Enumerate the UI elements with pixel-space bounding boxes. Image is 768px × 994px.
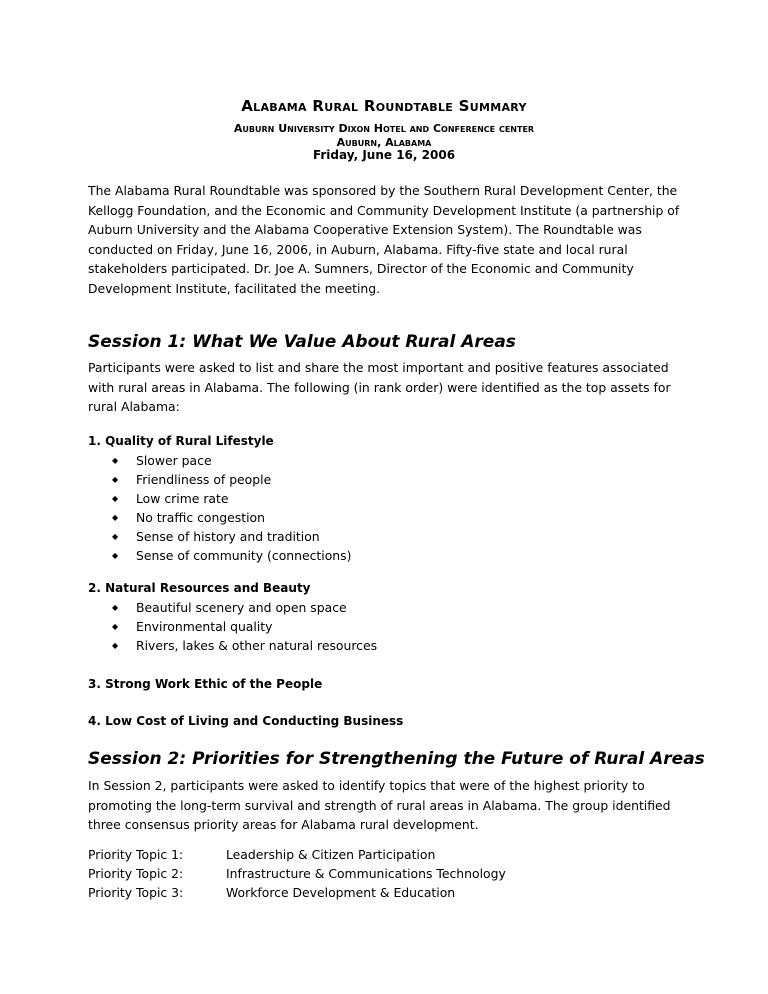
priority-row [88,883,506,902]
asset-2-bullets [112,598,377,655]
priority-value: Leadership & Citizen Participation [226,847,436,862]
city-line: Auburn, Alabama [336,136,432,149]
session1-description: Participants were asked to list and share the most important and positive features associated with rural areas in Alabama. The following (in rank order) were identified as the top assets for rural Alabama: [88,360,671,415]
asset-item-label: 1. Quality of Rural Lifestyle [88,434,274,448]
session2-heading: Session 2: Priorities for Strengthening the Future of Rural Areas [88,749,705,769]
priority-value: Workforce Development & Education [226,885,456,900]
session2-description: In Session 2, participants were asked to identify topics that were of the highest priority to promoting the long-term survival and strength of rural areas in Alabama. The group identified three consensus priority areas for Alabama rural development. [88,778,671,833]
list-item: ◆ No traffic congestion [112,508,351,527]
list-item: ◆ Friendliness of people [112,470,351,489]
asset-item-label: 4. Low Cost of Living and Conducting Business [88,714,404,728]
priority-value: Infrastructure & Communications Technology [226,866,506,881]
priority-label: Priority Topic 2: [88,866,184,881]
priority-label: Priority Topic 3: [88,885,184,900]
event-date: Friday, June 16, 2006 [312,148,456,162]
venue-line: Auburn University Dixon Hotel and Conference center [233,122,535,135]
asset-item-label: 3. Strong Work Ethic of the People [88,677,323,691]
priority-row [88,845,506,864]
list-item: ◆ Sense of community (connections) [112,546,351,565]
list-item: ◆ Sense of history and tradition [112,527,351,546]
asset-item-label: 2. Natural Resources and Beauty [88,581,311,595]
priority-topics [88,845,506,902]
asset-1-bullets [112,451,351,565]
priority-row [88,864,506,883]
list-item: ◆ Rivers, lakes & other natural resources [112,636,377,655]
session1-heading: Session 1: What We Value About Rural Areas [88,332,516,352]
list-item: ◆ Environmental quality [112,617,377,636]
priority-label: Priority Topic 1: [88,847,184,862]
intro-paragraph: The Alabama Rural Roundtable was sponsored by the Southern Rural Development Center, the Kellogg Foundation, and the Economic and Community Development Institute (a partnership of Auburn University and the Alabama Cooperative Extension System). The Roundtable was conducted on Friday, June 16, 2006, in Auburn, Alabama. Fifty-five state and local rural stakeholders participated. Dr. Joe A. Sumners, Director of the Economic and Community Development Institute, facilitated the meeting. [88,183,680,296]
list-item: ◆ Slower pace [112,451,351,470]
list-item: ◆ Low crime rate [112,489,351,508]
document-title: Alabama Rural Roundtable Summary [241,97,527,115]
list-item: ◆ Beautiful scenery and open space [112,598,377,617]
